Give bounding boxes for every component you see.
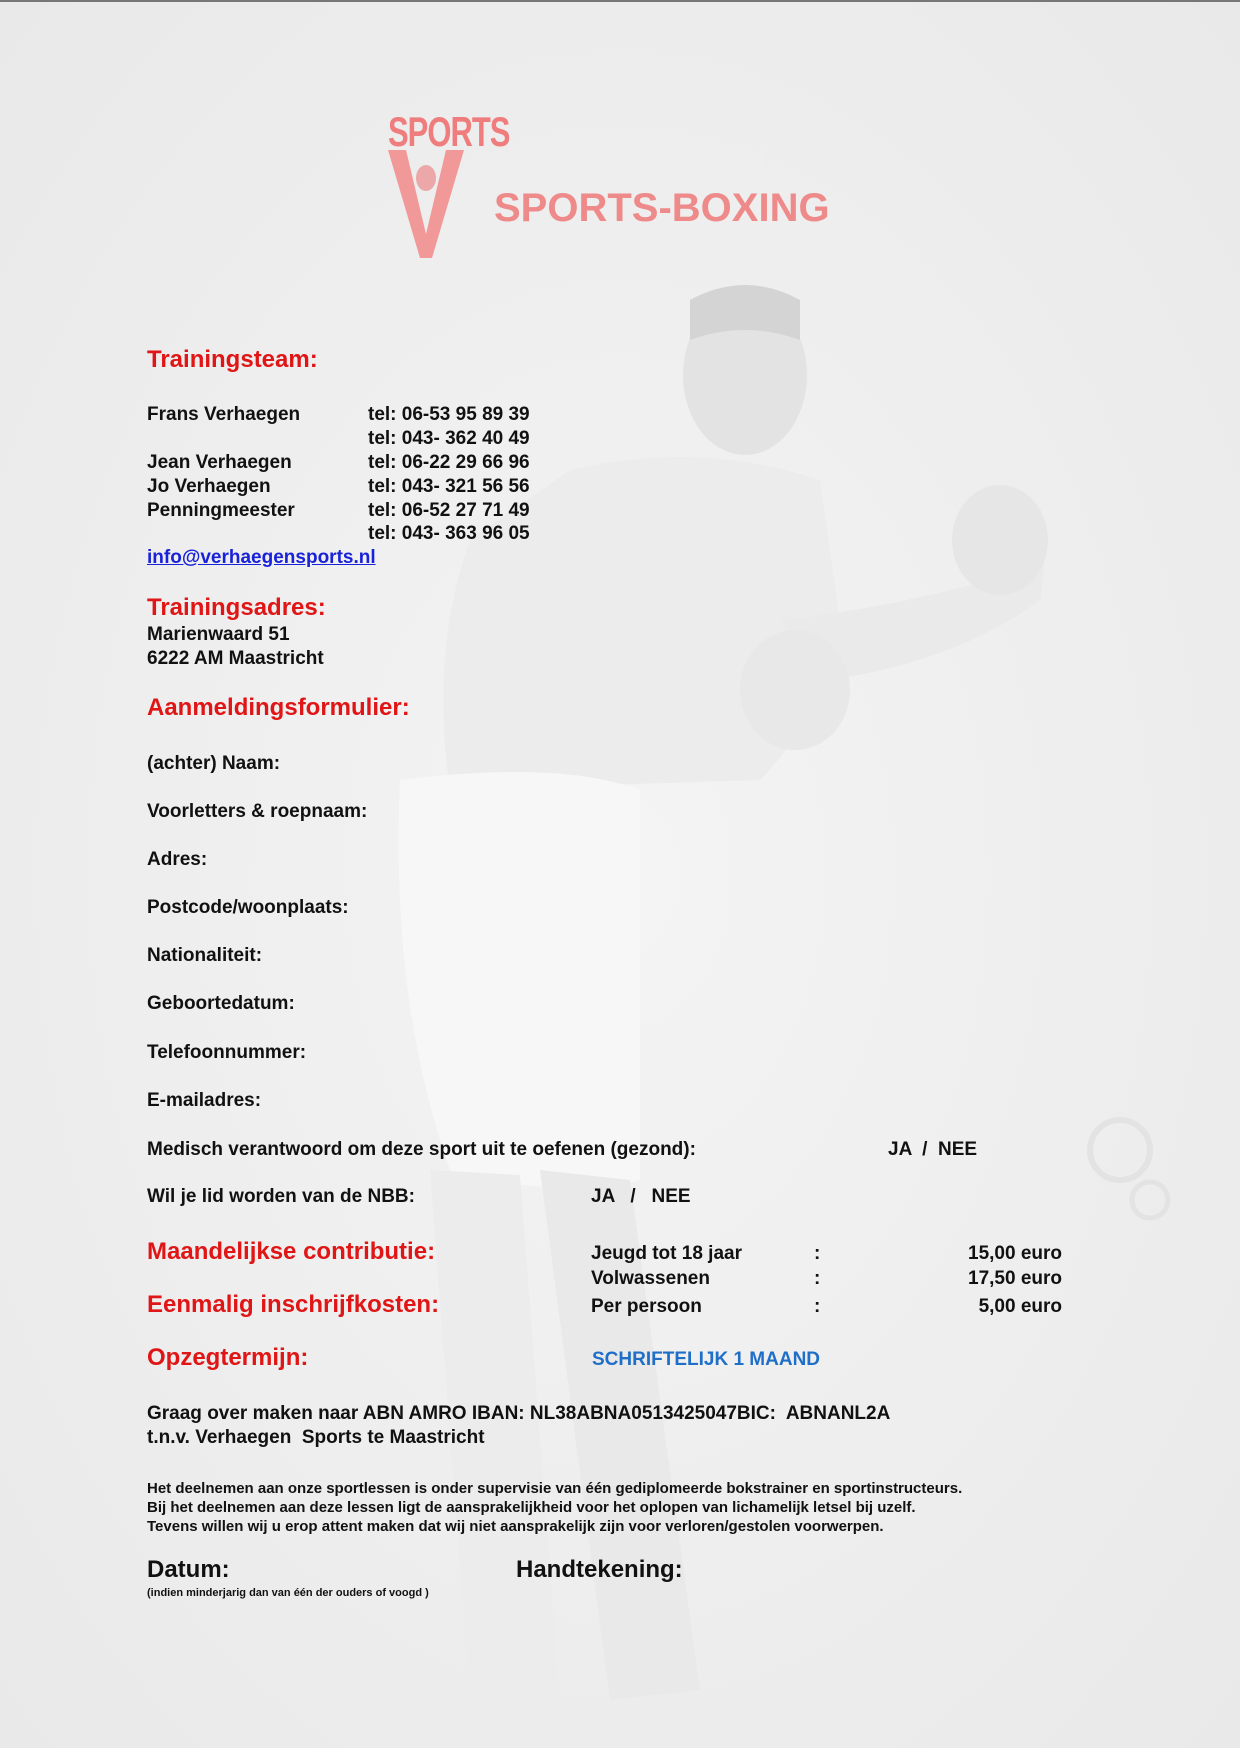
address-line2: 6222 AM Maastricht [147, 648, 324, 669]
signature-note: (indien minderjarig dan van één der ouders of voogd ) [147, 1587, 429, 1599]
form-field-address-label: Adres: [147, 849, 208, 870]
fee-separator: : [814, 1296, 821, 1317]
logo-v-mark-icon [386, 148, 466, 260]
nbb-answer-options[interactable]: JA / NEE [591, 1186, 691, 1207]
fee-label: Volwassenen [591, 1268, 710, 1289]
team-member-name: Jo Verhaegen [147, 476, 271, 497]
team-member-tel: tel: 06-53 95 89 39 [368, 404, 530, 425]
trainingsteam-heading: Trainingsteam: [147, 346, 318, 373]
fee-amount: 5,00 euro [978, 1296, 1062, 1317]
team-member-tel: tel: 043- 321 56 56 [368, 476, 530, 497]
form-field-birthdate-label: Geboortedatum: [147, 993, 295, 1014]
address-line1: Marienwaard 51 [147, 624, 290, 645]
logo-sports-text: SPORTS [388, 108, 510, 156]
disclaimer-line: Het deelnemen aan onze sportlessen is onder supervisie van één gediplomeerde bokstrainer en sportinstructeurs. [147, 1480, 963, 1497]
signature-label: Handtekening: [516, 1556, 683, 1583]
date-label: Datum: [147, 1556, 230, 1583]
cancellation-value: SCHRIFTELIJK 1 MAAND [592, 1349, 821, 1370]
fee-separator: : [814, 1268, 821, 1289]
fee-label: Per persoon [591, 1296, 702, 1317]
payment-line1: Graag over maken naar ABN AMRO IBAN: NL38ABNA0513425047BIC: ABNANL2A [147, 1403, 891, 1424]
team-member-name: Jean Verhaegen [147, 452, 292, 473]
team-member-tel: tel: 06-52 27 71 49 [368, 500, 530, 521]
form-field-lastname-label: (achter) Naam: [147, 753, 281, 774]
form-field-email-label: E-mailadres: [147, 1090, 262, 1111]
disclaimer-line: Bij het deelnemen aan deze lessen ligt de aansprakelijkheid voor het oplopen van lichamelijk letsel bij uzelf. [147, 1499, 916, 1516]
fee-amount: 15,00 euro [968, 1243, 1062, 1264]
payment-line2: t.n.v. Verhaegen Sports te Maastricht [147, 1427, 485, 1448]
form-field-nationality-label: Nationaliteit: [147, 945, 263, 966]
medical-question: Medisch verantwoord om deze sport uit te oefenen (gezond): [147, 1139, 696, 1160]
team-member-tel: tel: 043- 363 96 05 [368, 523, 530, 544]
form-heading: Aanmeldingsformulier: [147, 694, 410, 721]
form-field-phone-label: Telefoonnummer: [147, 1042, 307, 1063]
fee-separator: : [814, 1243, 821, 1264]
team-member-name: Penningmeester [147, 500, 295, 521]
medical-answer-options[interactable]: JA / NEE [888, 1139, 978, 1160]
logo-brand-line2: SPORTS-BOXING [494, 186, 830, 230]
nbb-question: Wil je lid worden van de NBB: [147, 1186, 415, 1207]
team-member-name: Frans Verhaegen [147, 404, 301, 425]
fee-label: Jeugd tot 18 jaar [591, 1243, 742, 1264]
disclaimer-line: Tevens willen wij u erop attent maken dat wij niet aansprakelijk zijn voor verloren/gestolen voorwerpen. [147, 1518, 884, 1535]
cancellation-heading: Opzegtermijn: [147, 1344, 309, 1371]
email-link[interactable]: info@verhaegensports.nl [147, 547, 376, 568]
fee-amount: 17,50 euro [968, 1268, 1062, 1289]
logo-brand-line1: VERHAEGEN [494, 142, 770, 189]
form-field-initials-label: Voorletters & roepnaam: [147, 801, 368, 822]
trainingsadres-heading: Trainingsadres: [147, 594, 326, 621]
team-member-tel: tel: 06-22 29 66 96 [368, 452, 530, 473]
team-member-tel: tel: 043- 362 40 49 [368, 428, 530, 449]
form-field-postcode-label: Postcode/woonplaats: [147, 897, 349, 918]
registration-fee-heading: Eenmalig inschrijfkosten: [147, 1291, 440, 1318]
monthly-fee-heading: Maandelijkse contributie: [147, 1238, 436, 1265]
